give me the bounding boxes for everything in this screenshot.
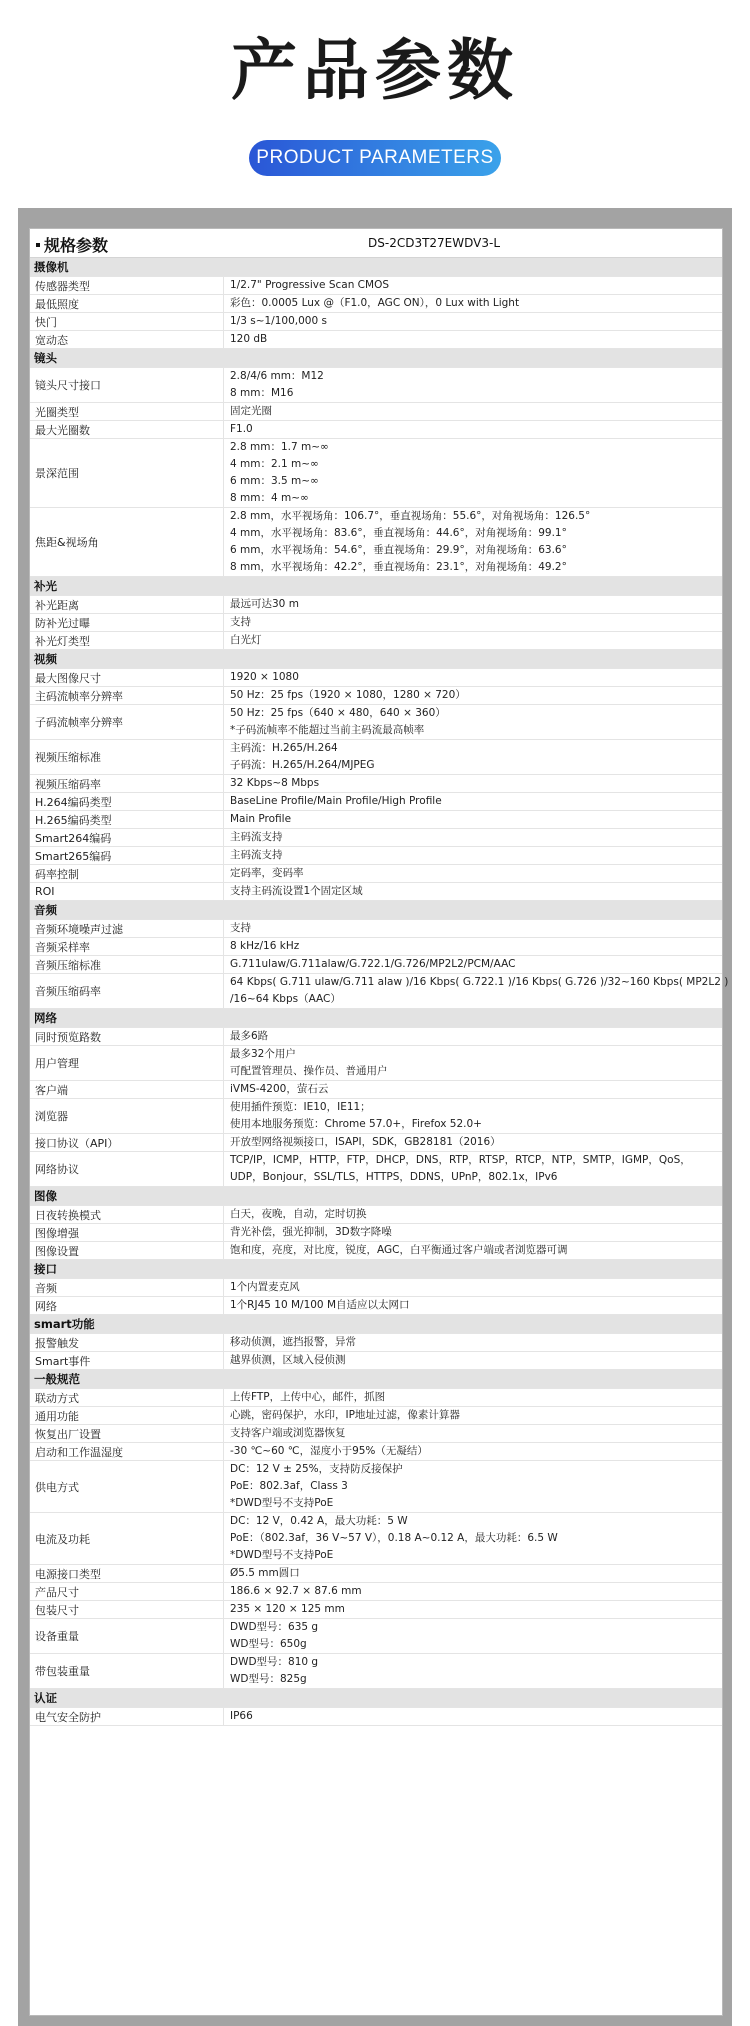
spec-label: 电流及功耗 xyxy=(30,1513,224,1564)
spec-label: 子码流帧率分辨率 xyxy=(30,705,224,739)
spec-label: 日夜转换模式 xyxy=(30,1206,224,1223)
spec-label: 图像设置 xyxy=(30,1242,224,1259)
spec-row xyxy=(30,508,722,577)
spec-value-line: BaseLine Profile/Main Profile/High Profile xyxy=(230,795,442,807)
spec-value xyxy=(224,614,722,631)
spec-value-line: *DWD型号不支持PoE xyxy=(230,1549,334,1561)
spec-value xyxy=(224,1081,722,1098)
spec-label: 带包装重量 xyxy=(30,1654,224,1688)
spec-value-line: 定码率，变码率 xyxy=(230,867,304,879)
spec-header xyxy=(30,229,722,258)
spec-value-line: 186.6 × 92.7 × 87.6 mm xyxy=(230,1585,362,1597)
spec-label: 电源接口类型 xyxy=(30,1565,224,1582)
spec-value-line: 120 dB xyxy=(230,333,268,345)
spec-value-line: 白天，夜晚，自动，定时切换 xyxy=(230,1208,367,1220)
spec-value xyxy=(224,740,722,774)
spec-value xyxy=(224,508,722,576)
spec-value xyxy=(224,793,722,810)
spec-row xyxy=(30,1279,722,1297)
spec-value-line: 最远可达30 m xyxy=(230,598,299,610)
spec-row xyxy=(30,1565,722,1583)
spec-label: 电气安全防护 xyxy=(30,1708,224,1725)
spec-value xyxy=(224,368,722,402)
spec-value-line: 8 mm，水平视场角：42.2°，垂直视场角：23.1°，对角视场角：49.2° xyxy=(230,561,567,573)
spec-row xyxy=(30,295,722,313)
spec-value-line: 支持 xyxy=(230,616,251,628)
spec-label: 图像增强 xyxy=(30,1224,224,1241)
spec-value xyxy=(224,1513,722,1564)
spec-value xyxy=(224,277,722,294)
section-header: 图像 xyxy=(30,1187,722,1206)
spec-label: 景深范围 xyxy=(30,439,224,507)
spec-value xyxy=(224,775,722,792)
spec-sheet xyxy=(29,228,729,2016)
spec-row xyxy=(30,811,722,829)
spec-value xyxy=(224,1461,722,1512)
spec-value xyxy=(224,1583,722,1600)
spec-value-line: 可配置管理员、操作员、普通用户 xyxy=(230,1065,388,1077)
spec-value-line: 白光灯 xyxy=(230,634,262,646)
spec-value xyxy=(224,1443,722,1460)
spec-value-line: 支持主码流设置1个固定区域 xyxy=(230,885,363,897)
spec-value xyxy=(224,1601,722,1618)
spec-row xyxy=(30,596,722,614)
spec-row xyxy=(30,1443,722,1461)
spec-row xyxy=(30,974,729,1009)
spec-value-line: *DWD型号不支持PoE xyxy=(230,1497,334,1509)
spec-label: 音频环境噪声过滤 xyxy=(30,920,224,937)
spec-row xyxy=(30,1619,722,1654)
spec-value-line: 64 Kbps( G.711 ulaw/G.711 alaw )/16 Kbps( G.722.1 )/16 Kbps( G.726 )/32~160 Kbps( MP2L2 ) xyxy=(230,976,729,988)
spec-label: Smart事件 xyxy=(30,1352,224,1369)
spec-label: Smart265编码 xyxy=(30,847,224,864)
spec-value xyxy=(224,669,722,686)
spec-label: 音频 xyxy=(30,1279,224,1296)
spec-value xyxy=(224,974,728,1008)
spec-label: H.265编码类型 xyxy=(30,811,224,828)
spec-value xyxy=(224,956,722,973)
spec-label: 客户端 xyxy=(30,1081,224,1098)
spec-row xyxy=(30,1389,722,1407)
spec-row xyxy=(30,632,722,650)
spec-value xyxy=(224,938,722,955)
spec-value-line: 饱和度，亮度，对比度，锐度，AGC，白平衡通过客户端或者浏览器可调 xyxy=(230,1244,568,1256)
spec-row xyxy=(30,1334,722,1352)
spec-value xyxy=(224,403,722,420)
spec-row xyxy=(30,439,722,508)
spec-label: 联动方式 xyxy=(30,1389,224,1406)
spec-row xyxy=(30,403,722,421)
spec-value-line: 越界侦测，区域入侵侦测 xyxy=(230,1354,346,1366)
spec-row xyxy=(30,938,722,956)
spec-value xyxy=(224,1654,722,1688)
spec-value xyxy=(224,1425,722,1442)
spec-value-line: 1/2.7" Progressive Scan CMOS xyxy=(230,279,390,291)
spec-value xyxy=(224,1224,722,1241)
spec-row xyxy=(30,1654,722,1689)
spec-value xyxy=(224,1046,722,1080)
spec-value-line: 8 mm：M16 xyxy=(230,387,294,399)
spec-label: ROI xyxy=(30,883,224,900)
spec-value xyxy=(224,1389,722,1406)
spec-value xyxy=(224,295,722,312)
spec-row xyxy=(30,1099,722,1134)
spec-row xyxy=(30,740,722,775)
spec-value-line: 6 mm：3.5 m~∞ xyxy=(230,475,319,487)
spec-row xyxy=(30,865,722,883)
spec-row xyxy=(30,920,722,938)
spec-label: 音频压缩标准 xyxy=(30,956,224,973)
spec-value xyxy=(224,331,722,348)
spec-value xyxy=(224,1334,722,1351)
spec-value-line: 使用插件预览：IE10，IE11； xyxy=(230,1101,371,1113)
section-header: 摄像机 xyxy=(30,258,722,277)
spec-row xyxy=(30,277,722,295)
spec-row xyxy=(30,1046,722,1081)
spec-value-line: 心跳，密码保护，水印，IP地址过滤，像素计算器 xyxy=(230,1409,460,1421)
spec-row xyxy=(30,614,722,632)
spec-value xyxy=(224,1242,722,1259)
spec-value-line: *子码流帧率不能超过当前主码流最高帧率 xyxy=(230,724,425,736)
spec-value-line: 移动侦测，遮挡报警，异常 xyxy=(230,1336,356,1348)
spec-value-line: 4 mm：2.1 m~∞ xyxy=(230,458,319,470)
spec-label: 包装尺寸 xyxy=(30,1601,224,1618)
spec-value-line: 1个内置麦克风 xyxy=(230,1281,300,1293)
model-number: DS-2CD3T27EWDV3-L xyxy=(368,236,501,250)
spec-value-line: 最多6路 xyxy=(230,1030,269,1042)
spec-row xyxy=(30,793,722,811)
section-header: smart功能 xyxy=(30,1315,722,1334)
spec-value-line: 2.8 mm，水平视场角：106.7°，垂直视场角：55.6°，对角视场角：126.5° xyxy=(230,510,591,522)
spec-row xyxy=(30,775,722,793)
spec-value xyxy=(224,1565,722,1582)
spec-label: Smart264编码 xyxy=(30,829,224,846)
spec-value-line: 主码流支持 xyxy=(230,831,283,843)
spec-label: 视频压缩标准 xyxy=(30,740,224,774)
spec-label: 通用功能 xyxy=(30,1407,224,1424)
spec-label: 快门 xyxy=(30,313,224,330)
spec-title xyxy=(34,233,108,256)
spec-row xyxy=(30,1081,722,1099)
spec-value-line: 支持客户端或浏览器恢复 xyxy=(230,1427,346,1439)
section-header: 认证 xyxy=(30,1689,722,1708)
spec-value xyxy=(224,687,722,704)
section-header: 视频 xyxy=(30,650,722,669)
spec-value xyxy=(224,313,722,330)
spec-label: 启动和工作温湿度 xyxy=(30,1443,224,1460)
spec-value xyxy=(224,829,722,846)
spec-value xyxy=(224,421,722,438)
spec-value xyxy=(224,1099,722,1133)
spec-label: 浏览器 xyxy=(30,1099,224,1133)
spec-value-line: iVMS-4200，萤石云 xyxy=(230,1083,329,1095)
spec-value-line: -30 ℃~60 ℃，湿度小于95%（无凝结） xyxy=(230,1445,428,1457)
section-header: 接口 xyxy=(30,1260,722,1279)
spec-value xyxy=(224,811,722,828)
spec-value xyxy=(224,1619,722,1653)
spec-label: 视频压缩码率 xyxy=(30,775,224,792)
spec-value-line: 主码流支持 xyxy=(230,849,283,861)
spec-value-line: 最多32个用户 xyxy=(230,1048,296,1060)
spec-value-line: 背光补偿，强光抑制，3D数字降噪 xyxy=(230,1226,392,1238)
spec-value-line: /16~64 Kbps（AAC） xyxy=(230,993,341,1005)
spec-label: 镜头尺寸接口 xyxy=(30,368,224,402)
spec-value-line: WD型号：650g xyxy=(230,1638,307,1650)
spec-label: H.264编码类型 xyxy=(30,793,224,810)
spec-value xyxy=(224,865,722,882)
spec-row xyxy=(30,1224,722,1242)
spec-value xyxy=(224,1206,722,1223)
spec-value-line: 2.8/4/6 mm：M12 xyxy=(230,370,324,382)
spec-value-line: Main Profile xyxy=(230,813,292,825)
spec-value-line: TCP/IP，ICMP，HTTP，FTP，DHCP，DNS，RTP，RTSP，RTCP，NTP，SMTP，IGMP，QoS， xyxy=(230,1154,691,1166)
spec-value xyxy=(224,1708,722,1725)
spec-value-line: 235 × 120 × 125 mm xyxy=(230,1603,345,1615)
spec-value-line: DC：12 V ± 25%，支持防反接保护 xyxy=(230,1463,403,1475)
spec-label: 恢复出厂设置 xyxy=(30,1425,224,1442)
spec-value-line: 50 Hz：25 fps（640 × 480，640 × 360） xyxy=(230,707,446,719)
spec-label: 设备重量 xyxy=(30,1619,224,1653)
spec-frame xyxy=(18,208,732,2026)
spec-value xyxy=(224,1134,722,1151)
spec-value xyxy=(224,1279,722,1296)
hero-banner xyxy=(0,0,750,208)
spec-value-line: 彩色：0.0005 Lux @（F1.0，AGC ON），0 Lux with Light xyxy=(230,297,520,309)
spec-label: 供电方式 xyxy=(30,1461,224,1512)
spec-value xyxy=(224,883,722,900)
spec-row xyxy=(30,1134,722,1152)
spec-value-line: 上传FTP，上传中心，邮件，抓图 xyxy=(230,1391,386,1403)
spec-row xyxy=(30,1601,722,1619)
spec-label: 网络协议 xyxy=(30,1152,224,1186)
spec-row xyxy=(30,1513,722,1565)
section-header: 补光 xyxy=(30,577,722,596)
spec-row xyxy=(30,687,722,705)
spec-row xyxy=(30,1708,722,1726)
spec-value-line: 主码流：H.265/H.264 xyxy=(230,742,338,754)
spec-value-line: DWD型号：635 g xyxy=(230,1621,319,1633)
spec-label: 网络 xyxy=(30,1297,224,1314)
spec-value-line: 1/3 s~1/100,000 s xyxy=(230,315,327,327)
spec-row xyxy=(30,883,722,901)
spec-value xyxy=(224,632,722,649)
spec-label: 宽动态 xyxy=(30,331,224,348)
spec-row xyxy=(30,368,722,403)
spec-label: 音频采样率 xyxy=(30,938,224,955)
spec-row xyxy=(30,705,722,740)
spec-value-line: 50 Hz：25 fps（1920 × 1080，1280 × 720） xyxy=(230,689,466,701)
spec-label: 码率控制 xyxy=(30,865,224,882)
spec-value-line: DWD型号：810 g xyxy=(230,1656,319,1668)
spec-value-line: DC：12 V，0.42 A，最大功耗：5 W xyxy=(230,1515,408,1527)
spec-row xyxy=(30,1583,722,1601)
spec-value-line: IP66 xyxy=(230,1710,253,1722)
spec-label: 传感器类型 xyxy=(30,277,224,294)
section-header: 一般规范 xyxy=(30,1370,722,1389)
spec-row xyxy=(30,956,722,974)
spec-label: 补光距离 xyxy=(30,596,224,613)
spec-value xyxy=(224,1152,722,1186)
spec-value-line: 1920 × 1080 xyxy=(230,671,299,683)
spec-row xyxy=(30,1352,722,1370)
spec-row xyxy=(30,1152,722,1187)
spec-row xyxy=(30,1461,722,1513)
spec-label: 产品尺寸 xyxy=(30,1583,224,1600)
spec-value xyxy=(224,847,722,864)
spec-table xyxy=(30,258,729,1726)
spec-label: 用户管理 xyxy=(30,1046,224,1080)
spec-row xyxy=(30,1425,722,1443)
spec-value-line: 6 mm，水平视场角：54.6°，垂直视场角：29.9°，对角视场角：63.6° xyxy=(230,544,567,556)
spec-value-line: PoE：（802.3af，36 V~57 V），0.18 A~0.12 A，最大功耗：6.5 W xyxy=(230,1532,558,1544)
spec-value-line: 开放型网络视频接口，ISAPI，SDK，GB28181（2016） xyxy=(230,1136,501,1148)
spec-value-line: Ø5.5 mm圆口 xyxy=(230,1567,300,1579)
spec-row xyxy=(30,847,722,865)
spec-value xyxy=(224,1352,722,1369)
spec-value-line: 1个RJ45 10 M/100 M自适应以太网口 xyxy=(230,1299,410,1311)
spec-title-text: 规格参数 xyxy=(44,236,109,255)
spec-value-line: 使用本地服务预览：Chrome 57.0+，Firefox 52.0+ xyxy=(230,1118,482,1130)
spec-row xyxy=(30,331,722,349)
section-header: 音频 xyxy=(30,901,722,920)
spec-label: 报警触发 xyxy=(30,1334,224,1351)
spec-row xyxy=(30,1407,722,1425)
spec-value xyxy=(224,920,722,937)
spec-value xyxy=(224,1297,722,1314)
spec-value-line: F1.0 xyxy=(230,423,253,435)
spec-label: 最大光圈数 xyxy=(30,421,224,438)
section-header: 网络 xyxy=(30,1009,722,1028)
spec-row xyxy=(30,669,722,687)
spec-value-line: 8 kHz/16 kHz xyxy=(230,940,300,952)
spec-row xyxy=(30,1028,722,1046)
spec-value-line: 32 Kbps~8 Mbps xyxy=(230,777,320,789)
spec-label: 主码流帧率分辨率 xyxy=(30,687,224,704)
bullet-icon xyxy=(36,243,40,247)
spec-row xyxy=(30,1297,722,1315)
spec-label: 音频压缩码率 xyxy=(30,974,224,1008)
spec-value xyxy=(224,1407,722,1424)
spec-value xyxy=(224,596,722,613)
spec-value-line: UDP，Bonjour，SSL/TLS，HTTPS，DDNS，UPnP，802.1x，IPv6 xyxy=(230,1171,558,1183)
spec-value xyxy=(224,705,722,739)
spec-label: 同时预览路数 xyxy=(30,1028,224,1045)
spec-label: 光圈类型 xyxy=(30,403,224,420)
subtitle-badge: PRODUCT PARAMETERS xyxy=(249,140,501,176)
spec-label: 焦距&视场角 xyxy=(30,508,224,576)
spec-value-line: 2.8 mm：1.7 m~∞ xyxy=(230,441,329,453)
spec-row xyxy=(30,313,722,331)
spec-value-line: PoE：802.3af，Class 3 xyxy=(230,1480,348,1492)
spec-value-line: G.711ulaw/G.711alaw/G.722.1/G.726/MP2L2/PCM/AAC xyxy=(230,958,516,970)
spec-value xyxy=(224,439,722,507)
spec-label: 最低照度 xyxy=(30,295,224,312)
spec-value-line: WD型号：825g xyxy=(230,1673,307,1685)
spec-row xyxy=(30,1242,722,1260)
spec-value-line: 4 mm，水平视场角：83.6°，垂直视场角：44.6°，对角视场角：99.1° xyxy=(230,527,567,539)
spec-label: 接口协议（API） xyxy=(30,1134,224,1151)
spec-row xyxy=(30,1206,722,1224)
spec-value-line: 8 mm：4 m~∞ xyxy=(230,492,309,504)
spec-value-line: 支持 xyxy=(230,922,251,934)
spec-row xyxy=(30,829,722,847)
page-title: 产品参数 xyxy=(231,32,519,109)
spec-value xyxy=(224,1028,722,1045)
spec-label: 防补光过曝 xyxy=(30,614,224,631)
spec-label: 补光灯类型 xyxy=(30,632,224,649)
spec-label: 最大图像尺寸 xyxy=(30,669,224,686)
spec-row xyxy=(30,421,722,439)
spec-value-line: 子码流：H.265/H.264/MJPEG xyxy=(230,759,375,771)
section-header: 镜头 xyxy=(30,349,722,368)
spec-value-line: 固定光圈 xyxy=(230,405,272,417)
